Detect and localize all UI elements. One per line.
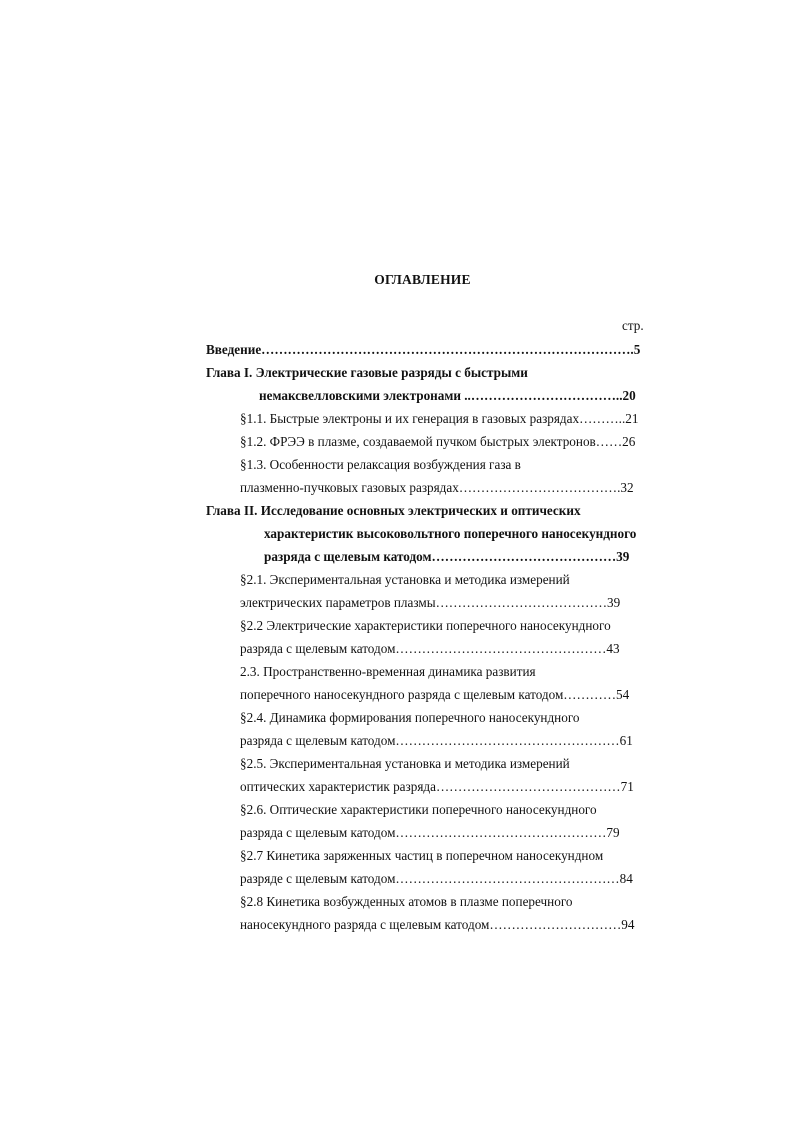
toc-entry-introduction: Введение………………………………………………………………………….5: [206, 342, 641, 357]
toc-section-2-1-line-2: электрических параметров плазмы…………………………………39: [240, 595, 621, 610]
toc-section-2-2-line-1: §2.2 Электрические характеристики поперечного наносекундного: [240, 618, 611, 633]
toc-section-2-6-line-1: §2.6. Оптические характеристики поперечного наносекундного: [240, 802, 597, 817]
toc-section-2-7-line-1: §2.7 Кинетика заряженных частиц в поперечном наносекундном: [240, 848, 604, 863]
page-title: ОГЛАВЛЕНИЕ: [374, 272, 471, 287]
toc-section-1-1: §1.1. Быстрые электроны и их генерация в газовых разрядах………..21: [240, 411, 639, 426]
toc-section-2-8-line-2: наносекундного разряда с щелевым катодом…………………………94: [240, 917, 635, 932]
toc-section-2-4-line-2: разряда с щелевым катодом……………………………………………61: [240, 733, 633, 748]
toc-section-2-4-line-1: §2.4. Динамика формирования поперечного наносекундного: [240, 710, 580, 725]
toc-section-2-2-line-2: разряда с щелевым катодом…………………………………………43: [240, 641, 620, 656]
toc-section-2-1-line-1: §2.1. Экспериментальная установка и методика измерений: [240, 572, 570, 587]
toc-section-2-8-line-1: §2.8 Кинетика возбужденных атомов в плазме поперечного: [240, 894, 573, 909]
toc-section-1-2: §1.2. ФРЭЭ в плазме, создаваемой пучком быстрых электронов……26: [240, 434, 636, 449]
toc-section-2-3-line-1: 2.3. Пространственно-временная динамика развития: [240, 664, 536, 679]
toc-section-2-5-line-2: оптических характеристик разряда……………………………………71: [240, 779, 634, 794]
toc-chapter-2-line-2: характеристик высоковольтного поперечного наносекундного: [264, 526, 637, 541]
toc-section-2-7-line-2: разряде с щелевым катодом……………………………………………84: [240, 871, 633, 886]
toc-section-2-5-line-1: §2.5. Экспериментальная установка и методика измерений: [240, 756, 570, 771]
toc-chapter-1-line-1: Глава I. Электрические газовые разряды с быстрыми: [206, 365, 528, 380]
page-column-label: стр.: [622, 318, 644, 333]
toc-section-2-3-line-2: поперечного наносекундного разряда с щелевым катодом…………54: [240, 687, 630, 702]
toc-section-1-3-line-1: §1.3. Особенности релаксация возбуждения газа в: [240, 457, 521, 472]
toc-section-1-3-line-2: плазменно-пучковых газовых разрядах……………………………….32: [240, 480, 634, 495]
toc-chapter-1-line-2: немаксвелловскими электронами ..……………………………..20: [259, 388, 636, 403]
toc-chapter-2-line-3: разряда с щелевым катодом……………………………………39: [264, 549, 630, 564]
toc-chapter-2-line-1: Глава II. Исследование основных электрических и оптических: [206, 503, 581, 518]
toc-section-2-6-line-2: разряда с щелевым катодом…………………………………………79: [240, 825, 620, 840]
